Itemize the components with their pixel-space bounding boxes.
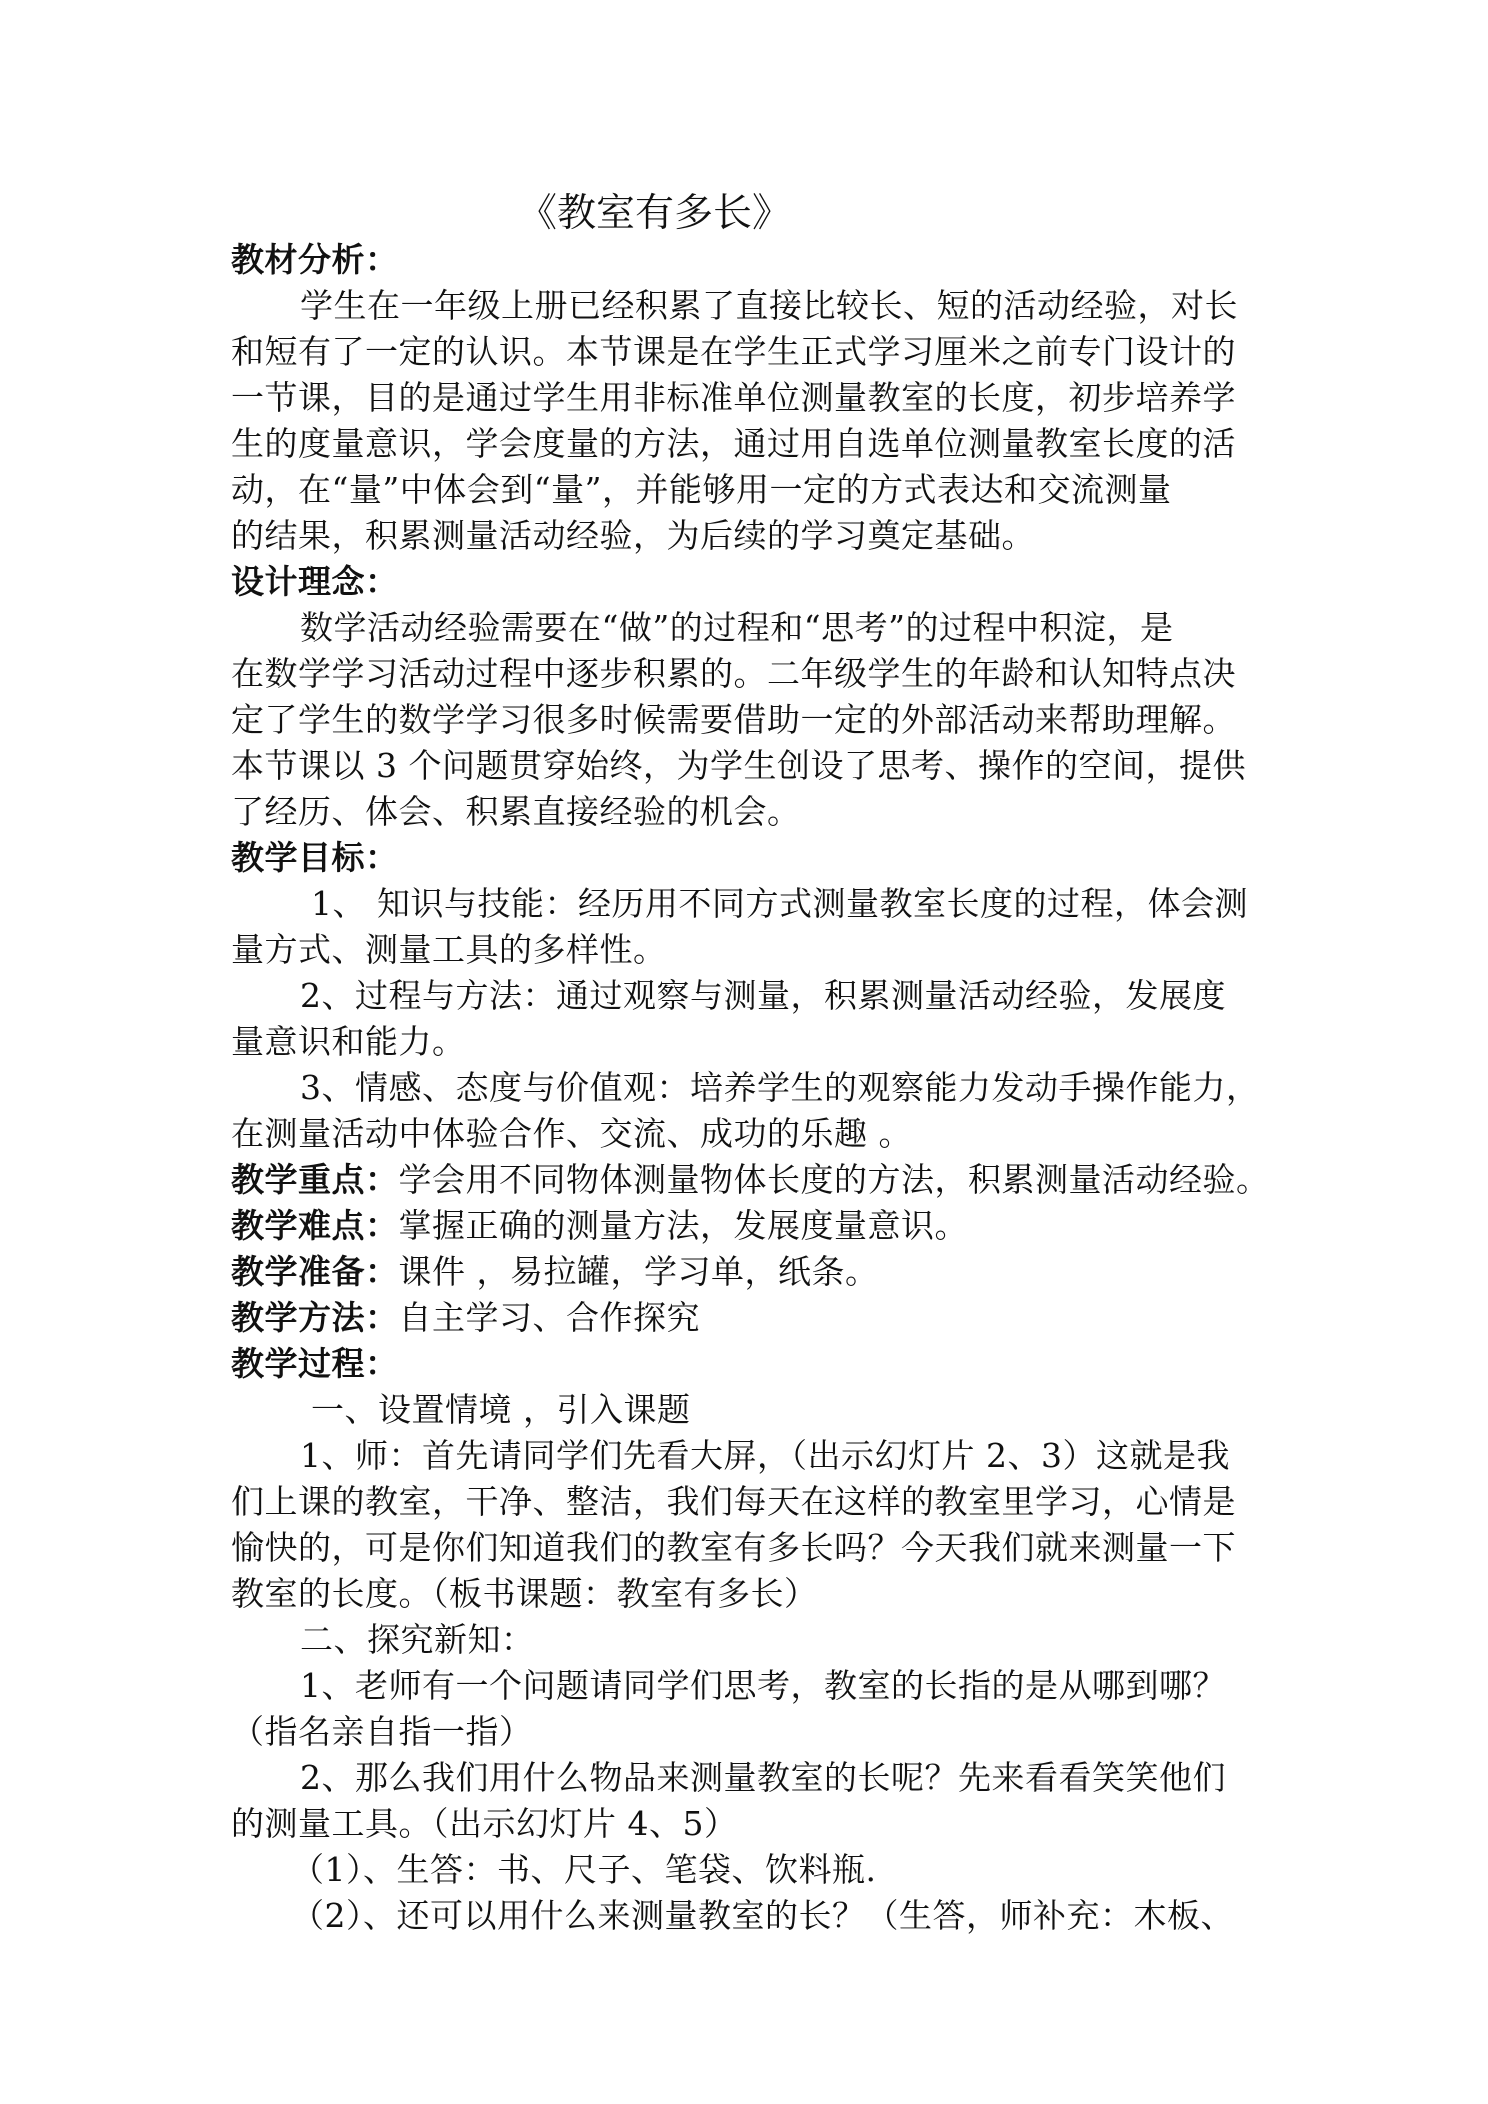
goal-line: 2、过程与方法：通过观察与测量，积累测量活动经验，发展度 [300,976,1226,1015]
design-heading: 设计理念： [231,562,399,601]
goal-line: 3、情感、态度与价值观：培养学生的观察能力发动手操作能力， [300,1068,1260,1107]
prep-text: 课件 ，易拉罐，学习单，纸条。 [398,1252,879,1291]
paragraph-line: 数学活动经验需要在“做”的过程和“思考”的过程中积淀，是 [300,608,1174,647]
goal-line: 1、 知识与技能：经历用不同方式测量教室长度的过程，体会测 [311,884,1248,923]
analysis-heading: 教材分析： [231,240,399,279]
process-line: （1）、生答：书、尺子、笔袋、饮料瓶. [291,1850,877,1889]
paragraph-line: 在数学学习活动过程中逐步积累的。二年级学生的年龄和认知特点决 [231,654,1236,693]
key-point-label: 教学重点： [231,1160,399,1199]
process-heading: 教学过程： [231,1344,399,1383]
goals-heading: 教学目标： [231,838,399,877]
process-line: 们上课的教室，干净、整洁，我们每天在这样的教室里学习，心情是 [231,1482,1236,1521]
paragraph-line: 一节课，目的是通过学生用非标准单位测量教室的长度，初步培养学 [231,378,1236,417]
prep-line [231,1249,1273,1295]
goal-line: 在测量活动中体验合作、交流、成功的乐趣 。 [231,1114,912,1153]
document-title: 《教室有多长》 [518,191,792,236]
process-line: 一、设置情境 ，引入课题 [311,1390,691,1429]
method-text: 自主学习、合作探究 [398,1298,700,1337]
process-line: （2）、还可以用什么来测量教室的长？（生答，师补充：木板、 [291,1896,1234,1935]
key-point-line [231,1157,1273,1203]
paragraph-line: 了经历、体会、积累直接经验的机会。 [231,792,801,831]
paragraph-line: 和短有了一定的认识。本节课是在学生正式学习厘米之前专门设计的 [231,332,1236,371]
paragraph-line: 定了学生的数学学习很多时候需要借助一定的外部活动来帮助理解。 [231,700,1236,739]
key-point-text: 学会用不同物体测量物体长度的方法，积累测量活动经验。 [398,1160,1270,1199]
process-line: 教室的长度。（板书课题：教室有多长） [231,1574,818,1613]
goal-line: 量方式、测量工具的多样性。 [231,930,667,969]
paragraph-line: 的结果，积累测量活动经验，为后续的学习奠定基础。 [231,516,1035,555]
process-line: 2、那么我们用什么物品来测量教室的长呢？先来看看笑笑他们 [300,1758,1226,1797]
paragraph-line: 学生在一年级上册已经积累了直接比较长、短的活动经验，对长 [300,286,1238,325]
method-line [231,1295,1273,1341]
goal-line: 量意识和能力。 [231,1022,466,1061]
process-line: 1、老师有一个问题请同学们思考，教室的长指的是从哪到哪？ [300,1666,1226,1705]
process-line: （指名亲自指一指） [231,1712,533,1751]
paragraph-line: 本节课以 3 个问题贯穿始终，为学生创设了思考、操作的空间，提供 [231,746,1246,785]
difficulty-line [231,1203,1273,1249]
difficulty-label: 教学难点： [231,1206,399,1245]
method-label: 教学方法： [231,1298,399,1337]
process-line: 二、探究新知： [300,1620,535,1659]
difficulty-text: 掌握正确的测量方法，发展度量意识。 [398,1206,968,1245]
process-line: 愉快的，可是你们知道我们的教室有多长吗？今天我们就来测量一下 [231,1528,1236,1567]
process-line: 的测量工具。（出示幻灯片 4、5） [231,1804,738,1843]
prep-label: 教学准备： [231,1252,399,1291]
paragraph-line: 动，在“量”中体会到“量”，并能够用一定的方式表达和交流测量 [231,470,1172,509]
process-line: 1、师：首先请同学们先看大屏，（出示幻灯片 2、3）这就是我 [300,1436,1230,1475]
paragraph-line: 生的度量意识，学会度量的方法，通过用自选单位测量教室长度的活 [231,424,1236,463]
document-body [231,237,1273,1939]
